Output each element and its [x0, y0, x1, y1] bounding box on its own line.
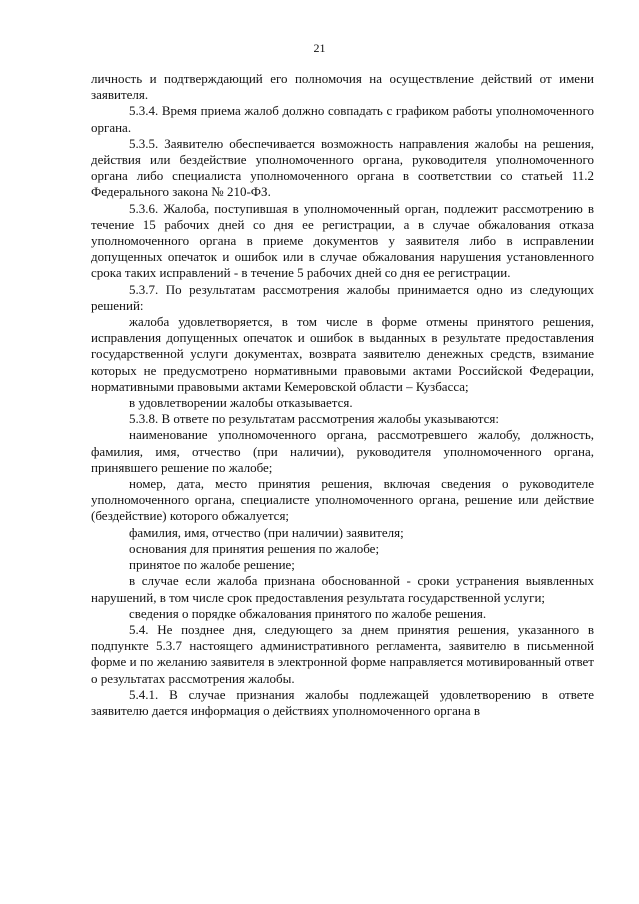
paragraph-5-4-1: 5.4.1. В случае признания жалобы подлежащей удовлетворению в ответе заявителю дается информация о действиях уполномоченного органа в — [91, 686, 594, 718]
paragraph-decision-satisfied: жалоба удовлетворяется, в том числе в форме отмены принятого решения, исправления допущенных опечаток и ошибок в выданных в результате предоставления государственной услуги документах, возврата заявителю денежных средств, взимание которых не предусмотрено нормативными правовыми актами Российской Федерации, нормативными правовыми актами Кемеровской области – Кузбасса; — [91, 314, 594, 394]
paragraph-response-deadlines: в случае если жалоба признана обоснованной - сроки устранения выявленных нарушений, в том числе срок предоставления результата государственной услуги; — [91, 573, 594, 605]
paragraph-response-authority: наименование уполномоченного органа, рассмотревшего жалобу, должность, фамилия, имя, отчество (при наличии), руководителя уполномоченного органа, принявшего решение по жалобе; — [91, 427, 594, 475]
paragraph-5-3-7: 5.3.7. По результатам рассмотрения жалобы принимается одно из следующих решений: — [91, 281, 594, 313]
paragraph-response-applicant-name: фамилия, имя, отчество (при наличии) заявителя; — [129, 524, 404, 540]
page-number: 21 — [313, 41, 326, 55]
paragraph-5-3-5: 5.3.5. Заявителю обеспечивается возможность направления жалобы на решения, действия или бездействие уполномоченного органа, руководителя уполномоченного органа либо специалиста уполномоченного органа в соответствии со статьей 11.2 Федерального закона № 210-ФЗ. — [91, 135, 594, 200]
paragraph-5-4: 5.4. Не позднее дня, следующего за днем принятия решения, указанного в подпункте 5.3.7 настоящего административного регламента, заявителю в письменной форме и по желанию заявителя в электронной форме направляется мотивированный ответ о результатах рассмотрения жалобы. — [91, 621, 594, 686]
paragraph-continuation: личность и подтверждающий его полномочия на осуществление действий от имени заявителя. — [91, 71, 594, 103]
paragraph-response-decision-details: номер, дата, место принятия решения, включая сведения о руководителе уполномоченного органа, специалисте уполномоченного органа, решение или действие (бездействие) которого обжалуется; — [91, 476, 594, 524]
document-body — [91, 71, 594, 719]
paragraph-response-grounds: основания для принятия решения по жалобе; — [129, 540, 380, 556]
paragraph-5-3-8: 5.3.8. В ответе по результатам рассмотрения жалобы указываются: — [129, 411, 499, 427]
paragraph-response-appeal-procedure: сведения о порядке обжалования принятого по жалобе решения. — [129, 605, 487, 621]
paragraph-5-3-4: 5.3.4. Время приема жалоб должно совпадать с графиком работы уполномоченного органа. — [91, 103, 594, 135]
paragraph-decision-refused: в удовлетворении жалобы отказывается. — [129, 395, 353, 411]
paragraph-response-decision: принятое по жалобе решение; — [129, 557, 295, 573]
paragraph-5-3-6: 5.3.6. Жалоба, поступившая в уполномоченный орган, подлежит рассмотрению в течение 15 рабочих дней со дня ее регистрации, а в случае обжалования отказа уполномоченного органа в приеме документов у заявителя либо в исправлении допущенных опечаток и ошибок или в случае обжалования нарушения установленного срока таких исправлений - в течение 5 рабочих дней со дня ее регистрации. — [91, 200, 594, 281]
